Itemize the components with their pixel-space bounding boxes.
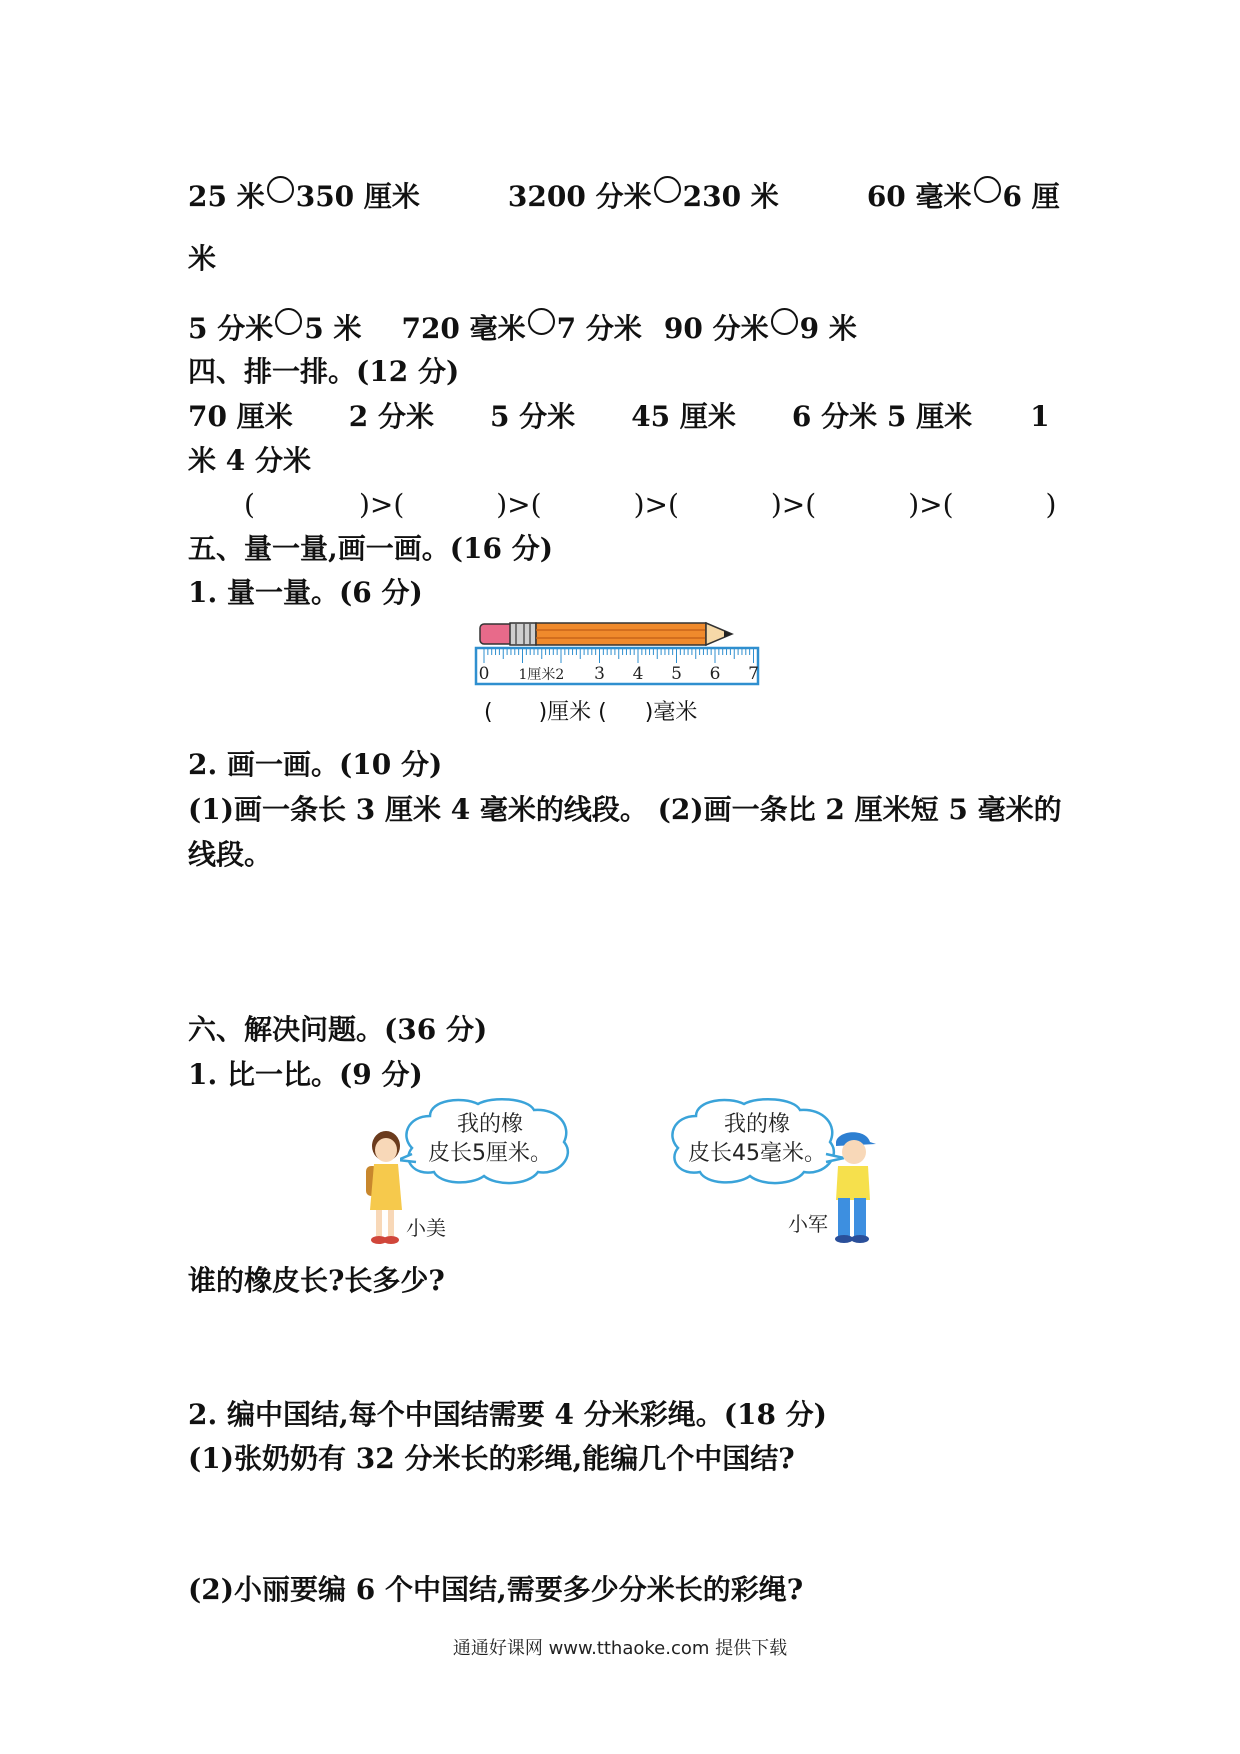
compare-circle[interactable] [275, 308, 302, 335]
answer-slots [244, 488, 1056, 522]
compare-row-1: 25 米 350 厘米 3200 分米 230 米 60 毫米 6 厘 [188, 176, 1060, 214]
compare-subheading: 1. 比一比。(9 分) [188, 1058, 423, 1091]
compare-circle[interactable] [267, 176, 294, 203]
answer-slot[interactable]: )>( [496, 488, 542, 521]
draw-instruction-wrap: 线段。 [188, 838, 273, 871]
sort-items [188, 400, 1050, 434]
sort-item: 2 分米 [348, 400, 434, 433]
answer-slot[interactable]: )>( [908, 488, 954, 521]
answer-slot[interactable]: ) [1045, 488, 1057, 521]
compare-circle[interactable] [771, 308, 798, 335]
answer-slot[interactable]: )>( [358, 488, 405, 521]
measure-answer: ( )厘米 ( )毫米 [484, 700, 698, 725]
girl-avatar [360, 1128, 410, 1250]
girl-name: 小美 [406, 1216, 446, 1240]
knot-question-1: (1)张奶奶有 32 分米长的彩绳,能编几个中国结? [188, 1442, 795, 1475]
knot-question-2: (2)小丽要编 6 个中国结,需要多少分米长的彩绳? [188, 1573, 804, 1606]
knot-subheading: 2. 编中国结,每个中国结需要 4 分米彩绳。(18 分) [188, 1398, 827, 1431]
ruler-tick-label: 3 [594, 664, 605, 684]
compare-row-2: 5 分米 5 米 720 毫米 7 分米 90 分米 9 米 [188, 308, 857, 346]
section-4-heading: 四、排一排。(12 分) [188, 355, 460, 388]
ruler-tick-label: 5 [671, 664, 682, 684]
sort-item: 5 分米 [489, 400, 576, 433]
sort-item: 1 [1030, 400, 1050, 433]
answer-slot[interactable]: ( [244, 488, 255, 521]
section-6-heading: 六、解决问题。(36 分) [188, 1013, 488, 1046]
pencil-icon [480, 623, 732, 645]
compare-circle[interactable] [654, 176, 681, 203]
answer-slot[interactable]: )>( [633, 488, 679, 521]
ruler-tick-label: 0 [478, 664, 490, 684]
section-5-heading: 五、量一量,画一画。(16 分) [188, 532, 553, 565]
draw-instruction: (1)画一条长 3 厘米 4 毫米的线段。 (2)画一条比 2 厘米短 5 毫米的 [188, 793, 1062, 826]
compare-row-1-wrap: 米 [188, 242, 217, 275]
sort-item: 45 厘米 [631, 400, 736, 433]
ruler-tick-label: 7 [748, 664, 759, 684]
sort-item: 6 分米 5 厘米 [791, 400, 973, 433]
boy-bubble-text: 我的橡 皮长45毫米。 [688, 1112, 826, 1166]
boy-name: 小军 [788, 1212, 828, 1236]
answer-slot[interactable]: )>( [770, 488, 817, 521]
compare-circle[interactable] [528, 308, 555, 335]
footer-source: 通通好课网 www.tthaoke.com 提供下载 [452, 1638, 788, 1659]
measure-subheading: 1. 量一量。(6 分) [188, 576, 423, 609]
ruler-tick-label: 1厘米2 [518, 667, 565, 683]
compare-question: 谁的橡皮长?长多少? [188, 1264, 445, 1297]
compare-circle[interactable] [974, 176, 1001, 203]
sort-item: 70 厘米 [188, 400, 293, 433]
sort-item-wrap: 米 4 分米 [188, 444, 311, 477]
boy-avatar [826, 1128, 880, 1246]
ruler-icon [476, 648, 759, 684]
girl-bubble-text: 我的橡 皮长5厘米。 [428, 1112, 552, 1166]
ruler-tick-label: 4 [632, 664, 644, 684]
draw-subheading: 2. 画一画。(10 分) [188, 748, 443, 781]
ruler-tick-label: 6 [709, 664, 721, 684]
